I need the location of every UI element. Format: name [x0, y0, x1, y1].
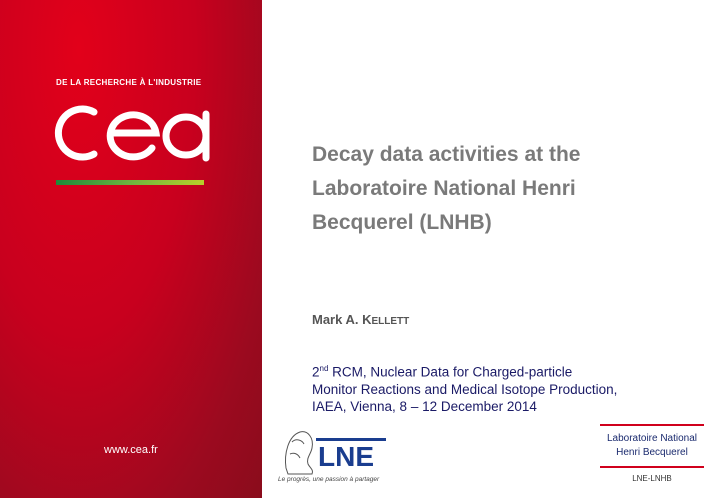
- lne-tagline: Le progrès, une passion à partager: [278, 476, 380, 483]
- cea-logo-stripe: [56, 180, 204, 185]
- lnhb-logo: [600, 424, 704, 474]
- lnhb-name-line: Laboratoire National: [606, 433, 698, 444]
- lne-wordmark: LNE: [318, 441, 374, 472]
- title-line: Decay data activities at the: [312, 143, 581, 166]
- website-link[interactable]: www.cea.fr: [104, 444, 158, 456]
- slide-title: [312, 138, 672, 240]
- cea-logo: [48, 102, 216, 164]
- meeting-ordinal-suffix: nd: [319, 364, 329, 373]
- author-last-smallcaps: ELLETT: [371, 316, 410, 327]
- meeting-details: [312, 360, 712, 415]
- meeting-line-1: RCM, Nuclear Data for Charged-particle: [328, 364, 573, 380]
- meeting-line-3: IAEA, Vienna, 8 – 12 December 2014: [312, 398, 537, 414]
- author-first: Mark A. K: [312, 312, 372, 327]
- title-line: Laboratoire National Henri: [312, 177, 576, 200]
- lnhb-name: [600, 432, 704, 460]
- lnhb-code: LNE-LNHB: [632, 474, 672, 483]
- marianne-bust-icon: [286, 432, 313, 474]
- meeting-line: [312, 360, 712, 381]
- meeting-line-2: Monitor Reactions and Medical Isotope Production,: [312, 381, 618, 397]
- cea-brand-panel: [0, 0, 262, 498]
- lnhb-rule-top: [600, 424, 704, 426]
- author-name: [312, 312, 409, 327]
- cea-tagline: DE LA RECHERCHE À L'INDUSTRIE: [56, 78, 202, 87]
- lnhb-rule-bottom: [600, 466, 704, 468]
- meeting-ordinal: 2: [312, 364, 320, 380]
- lnhb-name-line: Henri Becquerel: [616, 447, 688, 458]
- title-line: Becquerel (LNHB): [312, 211, 492, 234]
